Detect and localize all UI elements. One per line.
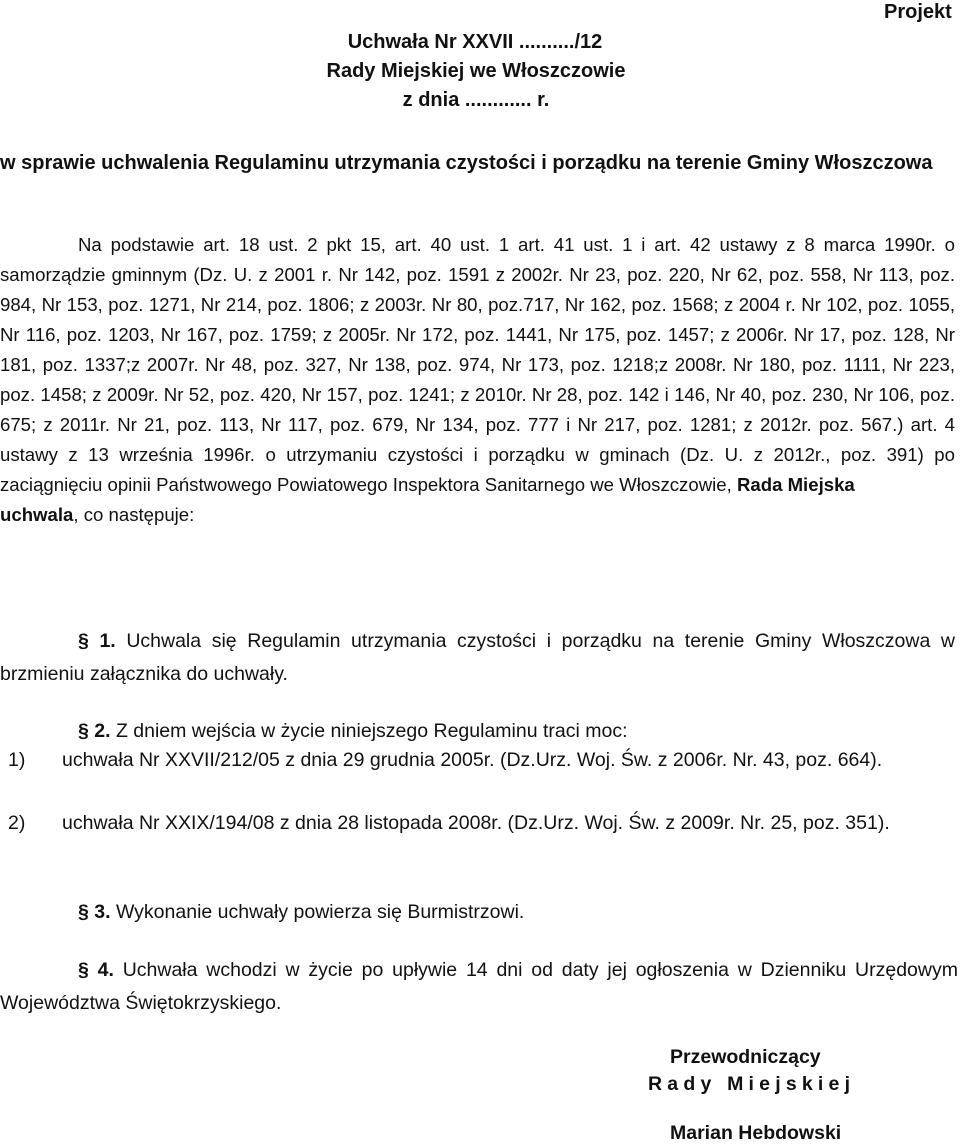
section-4 (0, 954, 958, 1020)
section-3-text: Wykonanie uchwały powierza się Burmistrzowi. (110, 901, 525, 923)
section-2-mark: § 2. (78, 720, 111, 742)
section-3-mark: § 3. (78, 901, 111, 923)
section-1-mark: § 1. (78, 630, 116, 652)
projekt-label: Projekt (884, 1, 952, 23)
signature-role: Przewodniczący (670, 1046, 821, 1068)
list-item (0, 744, 958, 777)
section-2-text: Z dniem wejścia w życie niniejszego Regulaminu traci moc: (110, 720, 628, 742)
legal-basis-tail: , co następuje: (73, 504, 195, 525)
resolution-subject: w sprawie uchwalenia Regulaminu utrzymania czystości i porządku na terenie Gminy Włoszczowa (0, 152, 933, 174)
signature-name: Marian Hebdowski (670, 1122, 842, 1144)
section-4-text: Uchwała wchodzi w życie po upływie 14 dni od daty jej ogłoszenia w Dzienniku Urzędowym Województwa Świętokrzyskiego. (0, 959, 958, 1014)
list-item-number: 1) (8, 749, 26, 771)
legal-basis-paragraph (0, 230, 955, 530)
section-1 (0, 625, 955, 691)
title-line-2: Rady Miejskiej we Włoszczowie (326, 60, 626, 82)
section-4-mark: § 4. (78, 959, 114, 981)
list-item-number: 2) (8, 812, 26, 834)
title-line-1: Uchwała Nr XXVII ........../12 (347, 31, 603, 53)
list-item (0, 807, 958, 840)
section-3 (78, 896, 524, 929)
legal-basis-bold-resolves: uchwala (0, 504, 74, 525)
signature-body: Rady Miejskiej (648, 1073, 856, 1095)
legal-basis-bold-council: Rada Miejska (736, 474, 855, 495)
section-1-text: Uchwala się Regulamin utrzymania czystości i porządku na terenie Gminy Włoszczowa w brzmieniu załącznika do uchwały. (0, 630, 955, 685)
legal-basis-text: Na podstawie art. 18 ust. 2 pkt 15, art. 40 ust. 1 art. 41 ust. 1 i art. 42 ustawy z 8 marca 1990r. o samorządzie gminnym (Dz. U. z 2001 r. Nr 142, poz. 1591 z 2002r. Nr 23, poz. 220, Nr 62, poz. 558, Nr 113, poz. 984, Nr 153, poz. 1271, Nr 214, poz. 1806; z 2003r. Nr 80, poz.717, Nr 162, poz. 1568; z 2004 r. Nr 102, poz. 1055, Nr 116, poz. 1203, Nr 167, poz. 1759; z 2005r. Nr 172, poz. 1441, Nr 175, poz. 1457; z 2006r. Nr 17, poz. 128, Nr 181, poz. 1337;z 2007r. Nr 48, poz. 327, Nr 138, poz. 974, Nr 173, poz. 1218;z 2008r. Nr 180, poz. 1111, Nr 223, poz. 1458; z 2009r. Nr 52, poz. 420, Nr 157, poz. 1241; z 2010r. Nr 28, poz. 142 i 146, Nr 40, poz. 230, Nr 106, poz. 675; z 2011r. Nr 21, poz. 113, Nr 117, poz. 679, Nr 134, poz. 777 i Nr 217, poz. 1281; z 2012r. poz. 567.) art. 4 ustawy z 13 września 1996r. o utrzymaniu czystości i porządku w gminach (Dz. U. z 2012r., poz. 391) po zaciągnięciu opinii Państwowego Powiatowego Inspektora Sanitarnego we Włoszczowie, (0, 234, 955, 495)
list-item-text: uchwała Nr XXIX/194/08 z dnia 28 listopada 2008r. (Dz.Urz. Woj. Św. z 2009r. Nr. 25, poz. 351). (62, 812, 890, 834)
title-line-3: z dnia ............ r. (402, 89, 550, 111)
list-item-text: uchwała Nr XXVII/212/05 z dnia 29 grudnia 2005r. (Dz.Urz. Woj. Św. z 2006r. Nr. 43, poz. 664). (62, 749, 883, 771)
